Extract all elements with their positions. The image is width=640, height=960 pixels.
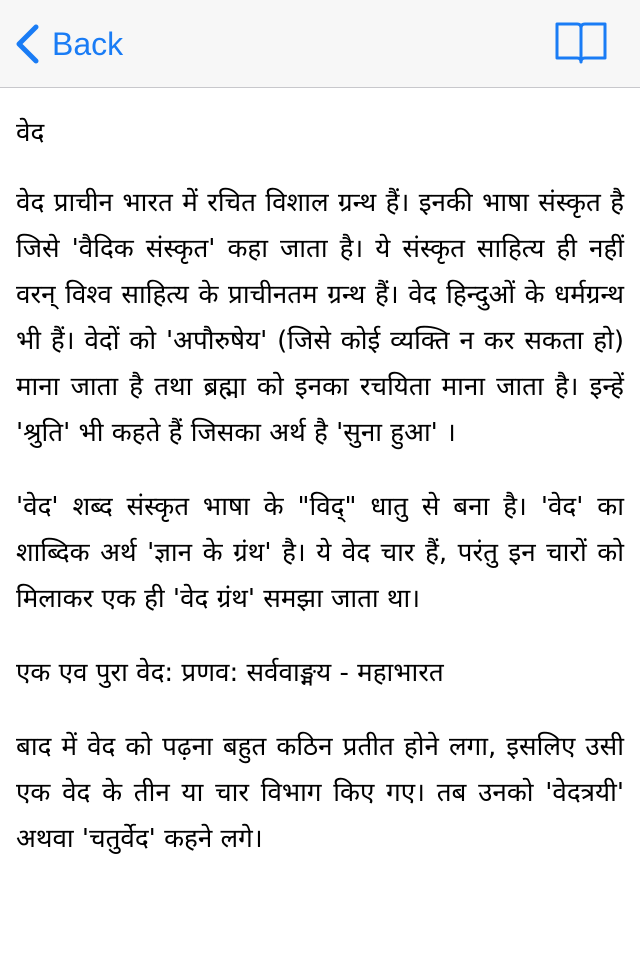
chevron-left-icon	[14, 24, 40, 64]
article-paragraph-3: एक एव पुरा वेद: प्रणव: सर्ववाङ्मय - महाभारत	[16, 658, 444, 688]
article-paragraph-2: 'वेद' शब्द संस्कृत भाषा के "विद्" धातु से बना है। 'वेद' का शाब्दिक अर्थ 'ज्ञान के ग्रंथ' है। ये वेद चार हैं, परंतु इन चारों को मिलाकर एक ही 'वेद ग्रंथ' समझा जाता था।	[16, 492, 624, 614]
back-button[interactable]	[14, 22, 123, 66]
open-book-icon	[553, 18, 609, 66]
bookmarks-button[interactable]	[553, 18, 609, 66]
back-button-label: Back	[52, 25, 124, 62]
article-paragraph-4: बाद में वेद को पढ़ना बहुत कठिन प्रतीत होने लगा, इसलिए उसी एक वेद के तीन या चार विभाग किए गए। तब उनको 'वेदत्रयी' अथवा 'चतुर्वेद' कहने लगे।	[16, 732, 624, 854]
article-title: वेद	[16, 118, 45, 148]
article-content	[16, 110, 624, 890]
navigation-bar	[0, 0, 640, 88]
article-paragraph-1: वेद प्राचीन भारत में रचित विशाल ग्रन्थ हैं। इनकी भाषा संस्कृत है जिसे 'वैदिक संस्कृत' कहा जाता है। ये संस्कृत साहित्य ही नहीं वरन् विश्व साहित्य के प्राचीनतम ग्रन्थ हैं। वेद हिन्दुओं के धर्मग्रन्थ भी हैं। वेदों को 'अपौरुषेय' (जिसे कोई व्यक्ति न कर सकता हो) माना जाता है तथा ब्रह्मा को इनका रचयिता माना जाता है। इन्हें 'श्रुति' भी कहते हैं जिसका अर्थ है 'सुना हुआ' ।	[16, 188, 624, 448]
